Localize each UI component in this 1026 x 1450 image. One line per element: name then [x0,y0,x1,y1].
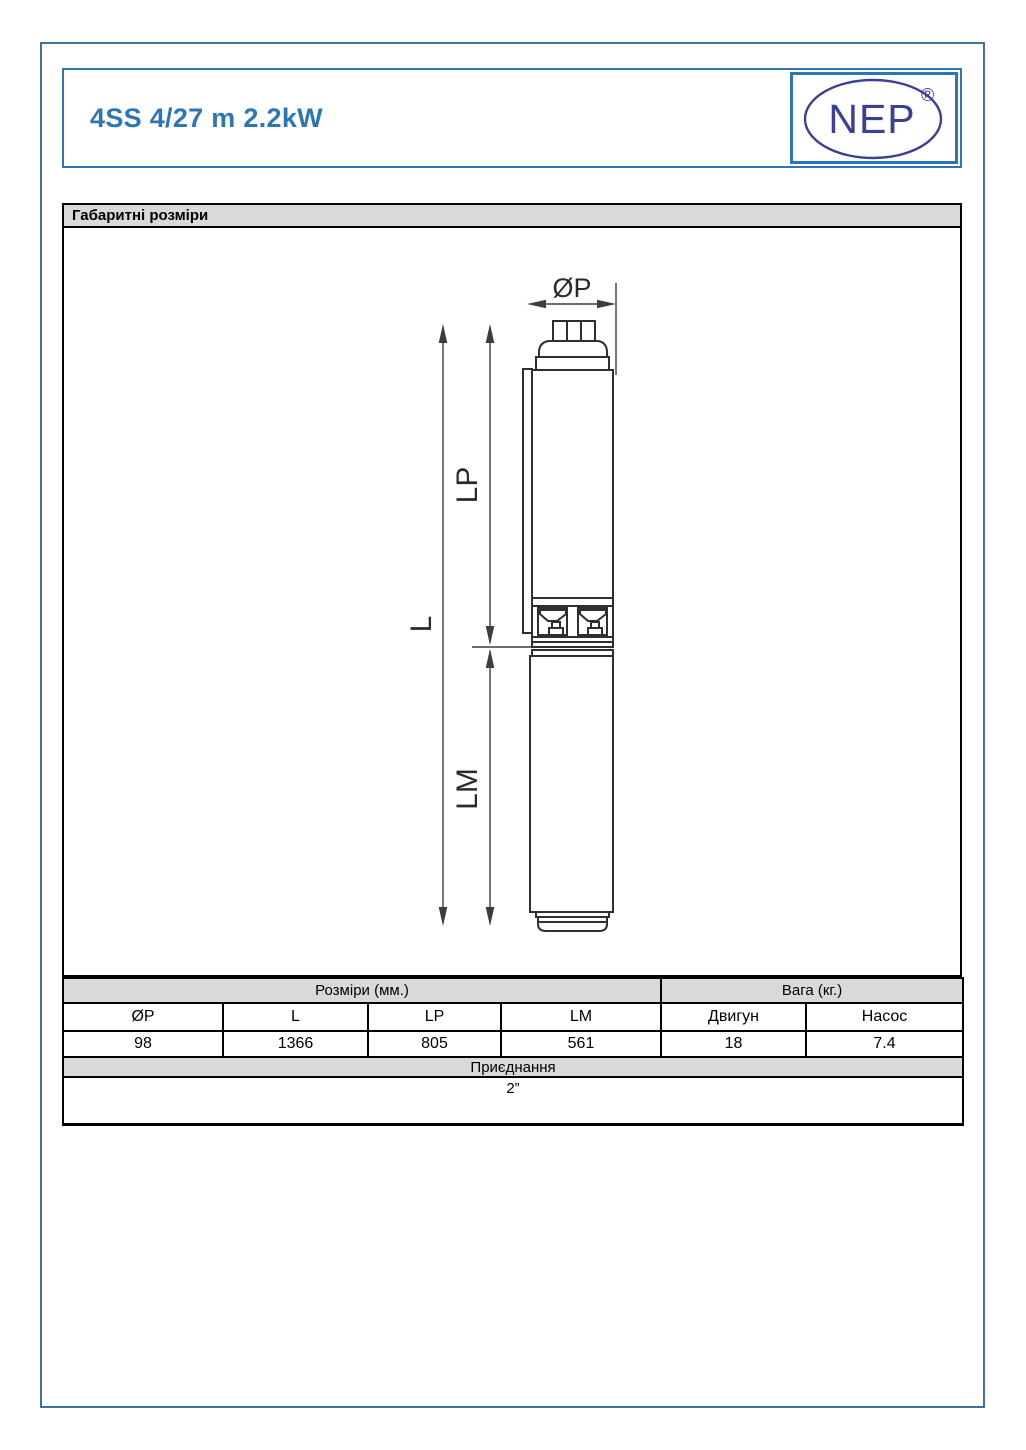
connection-header: Приєднання [63,1057,963,1077]
col-header-total-length: L [223,1003,368,1031]
outlet-dome [539,341,607,357]
dim-label-diameter: ØP [552,273,592,303]
suction-band-top [532,598,613,606]
col-header-motor-weight: Двигун [661,1003,806,1031]
connection-value: 2” [63,1077,963,1124]
logo-text: NEP [828,96,916,142]
value-pump-weight: 7.4 [806,1031,963,1057]
pump-outline [523,321,613,931]
col-header-pump-weight: Насос [806,1003,963,1031]
sizes-group-header: Розміри (мм.) [63,978,661,1003]
table-values-row [63,1031,963,1057]
weight-group-header: Вага (кг.) [661,978,963,1003]
connection-header-row [63,1057,963,1077]
motor-bottom-cap [538,917,607,931]
bolt-left [549,628,563,635]
section-header-label: Габаритні розміри [72,207,209,224]
pump-body [532,370,613,598]
dim-label-motor-length: LM [451,768,484,810]
cable-guard [523,369,532,633]
connection-value-row [63,1077,963,1124]
col-header-pump-length: LP [368,1003,501,1031]
dimensions-table [62,977,964,1126]
nep-logo-icon [793,75,955,161]
pump-dimension-drawing [62,228,962,976]
outlet-thread [553,321,595,341]
page-title: 4SS 4/27 m 2.2kW [90,102,323,133]
value-motor-weight: 18 [661,1031,806,1057]
section-header [64,205,960,228]
value-motor-length: 561 [501,1031,661,1057]
dim-label-total-length: L [405,615,438,633]
table-group-header-row [63,978,963,1003]
value-total-length: 1366 [223,1031,368,1057]
value-pump-length: 805 [368,1031,501,1057]
registered-trademark-icon: ® [921,85,935,105]
col-header-diameter: ØP [63,1003,223,1031]
brand-logo [790,72,958,164]
bolt-right [588,628,602,635]
table-column-header-row [63,1003,963,1031]
dim-label-pump-length: LP [451,466,484,504]
value-diameter: 98 [63,1031,223,1057]
motor-body [530,656,613,912]
col-header-motor-length: LM [501,1003,661,1031]
outlet-step [536,357,609,370]
